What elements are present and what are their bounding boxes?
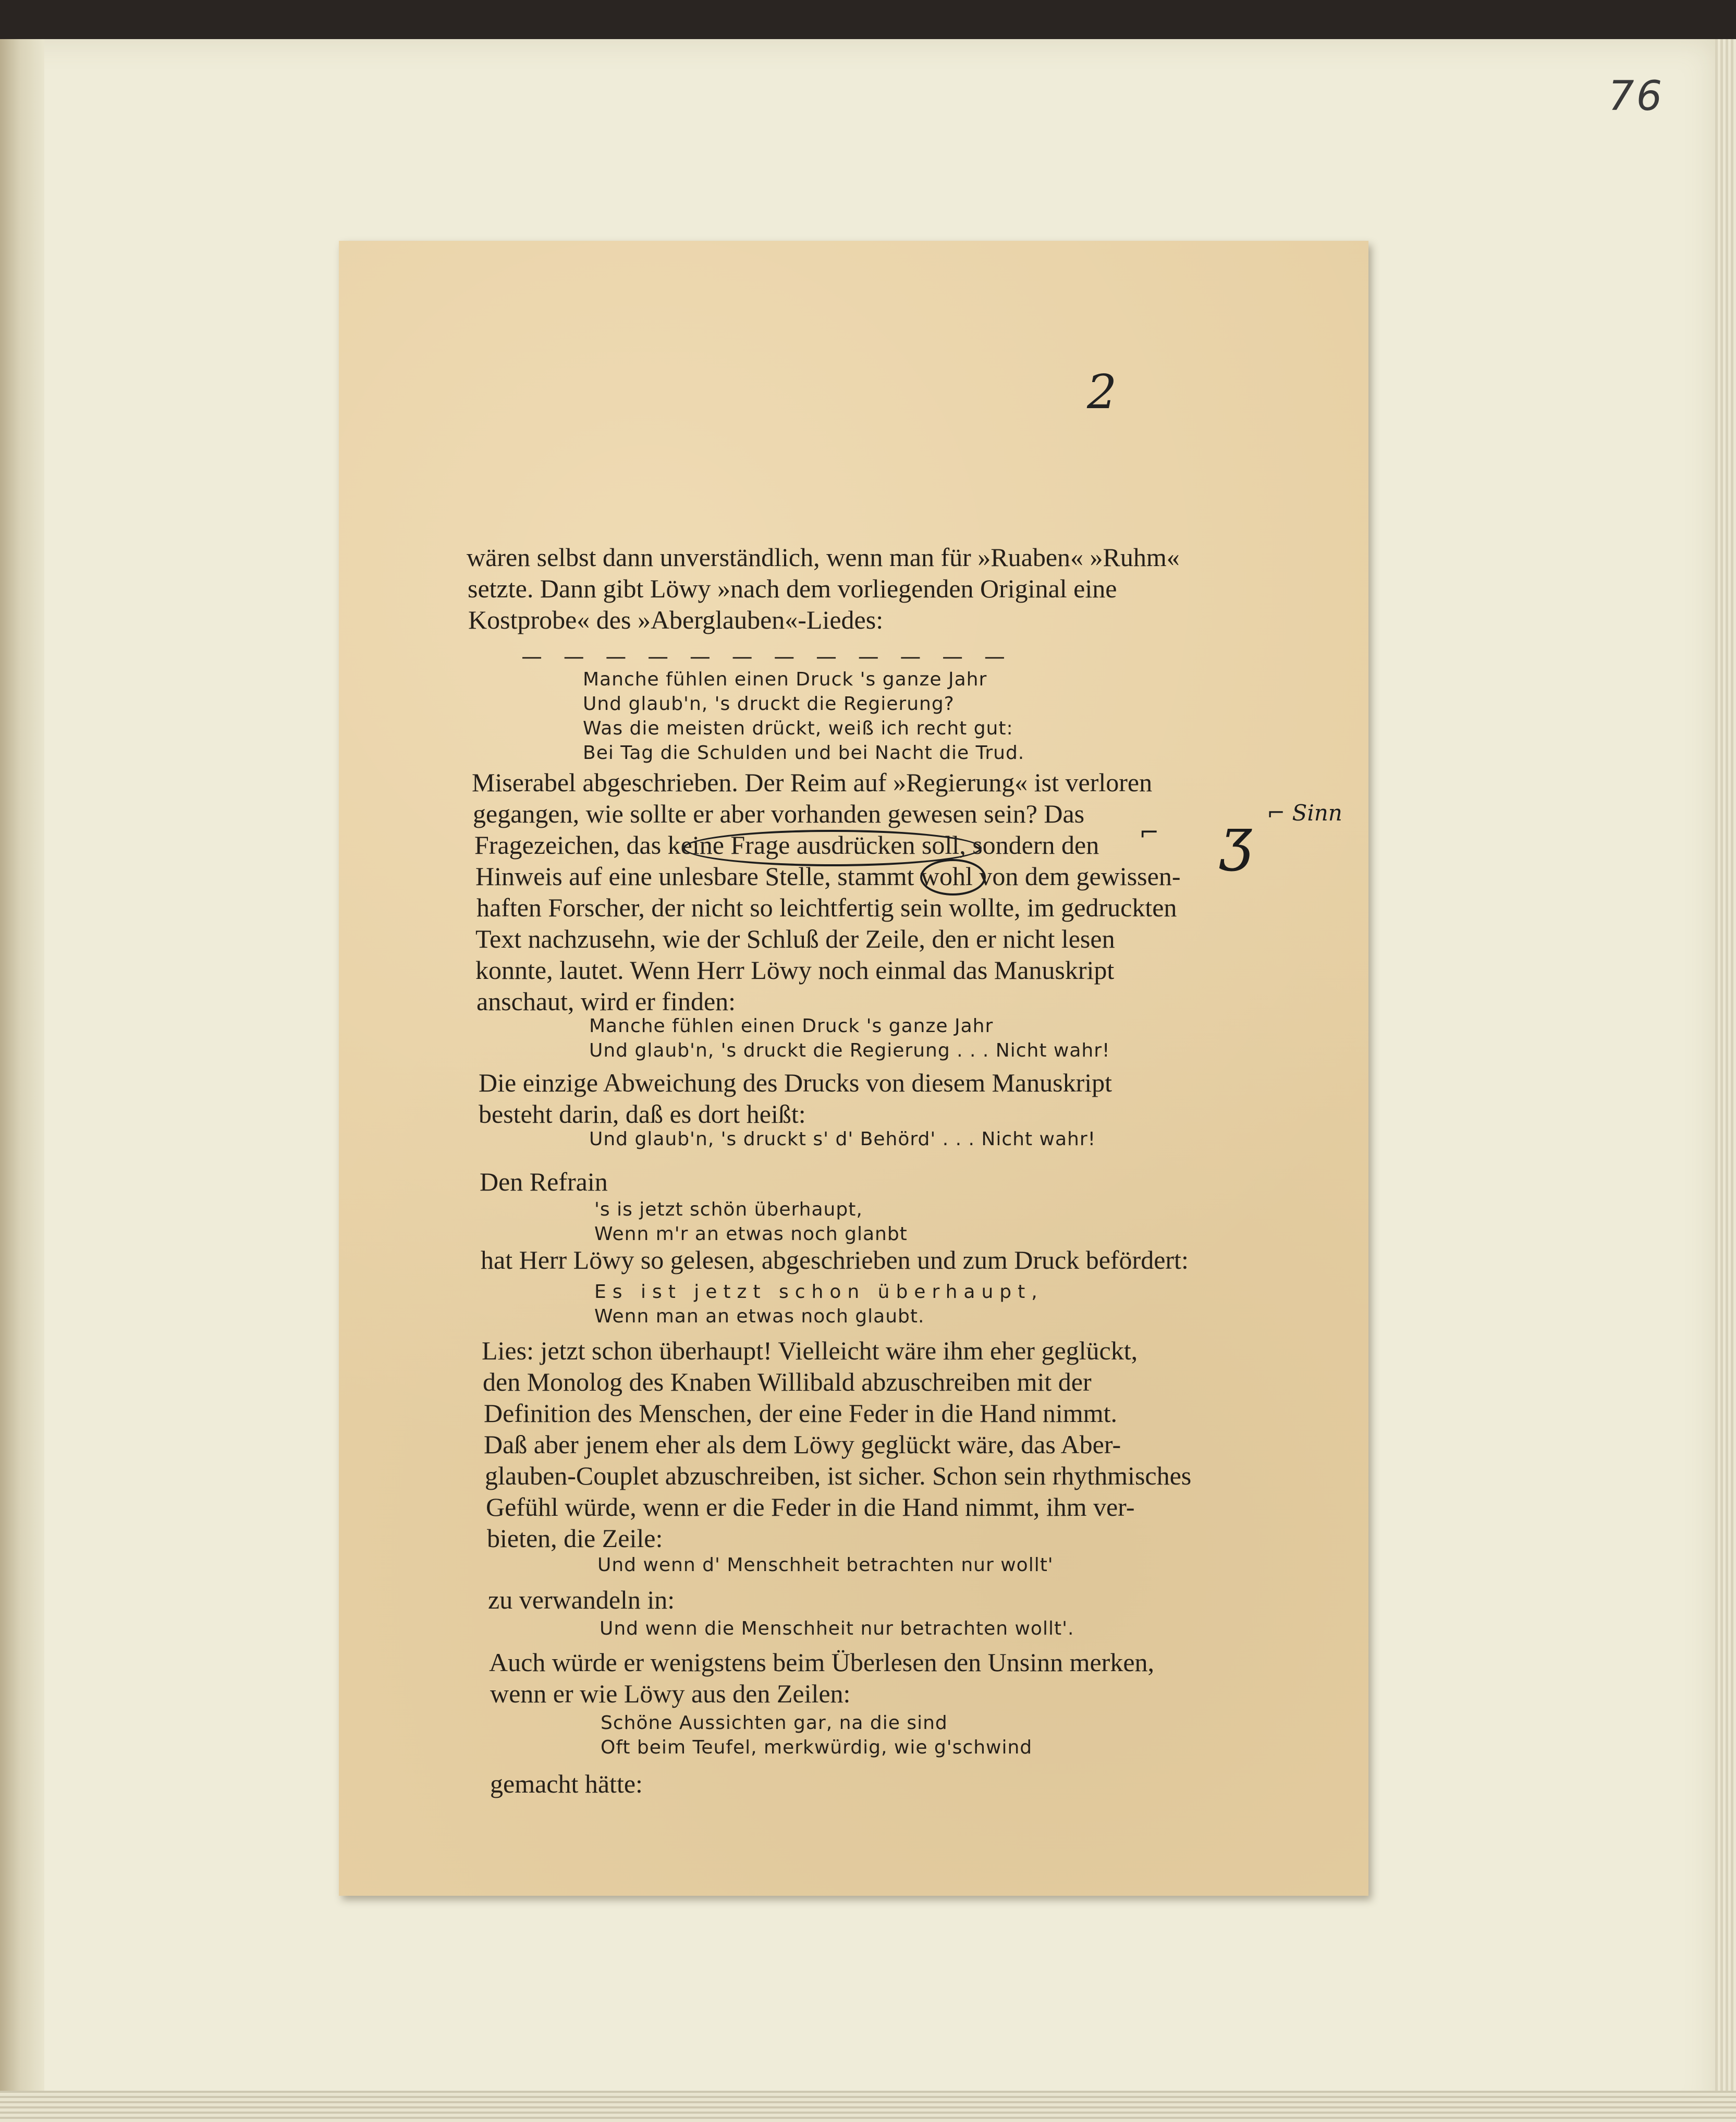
- text-line: Daß aber jenem eher als dem Löwy geglückt wäre, das Aber-: [484, 1430, 1121, 1459]
- verse-line: Und glaub'n, 's druckt s' d' Behörd' . . . Nicht wahr!: [589, 1129, 1096, 1150]
- verse-line: Manche fühlen einen Druck 's ganze Jahr: [583, 669, 987, 690]
- verse-line: Schöne Aussichten gar, na die sind: [601, 1712, 948, 1734]
- text-line: Miserabel abgeschrieben. Der Reim auf »Regierung« ist verloren: [472, 768, 1153, 797]
- text-line: zu verwandeln in:: [488, 1585, 675, 1614]
- text-line: Die einzige Abweichung des Drucks von diesem Manuskript: [479, 1068, 1112, 1097]
- margin-symbol: ʒ: [1220, 805, 1253, 872]
- page-stack-bottom: [0, 2091, 1736, 2122]
- verse-line: Und wenn d' Menschheit betrachten nur wollt': [597, 1554, 1054, 1576]
- text-line: besteht darin, daß es dort heißt:: [479, 1099, 806, 1129]
- verse-line: Oft beim Teufel, merkwürdig, wie g'schwind: [601, 1737, 1033, 1758]
- text-line: Gefühl würde, wenn er die Feder in die Hand nimmt, ihm ver-: [486, 1492, 1135, 1522]
- text-line: bieten, die Zeile:: [487, 1524, 663, 1553]
- insert-mark: ⌐: [1139, 818, 1159, 847]
- text-line: Definition des Menschen, der eine Feder in die Hand nimmt.: [484, 1399, 1117, 1428]
- text-line: anschaut, wird er finden:: [476, 987, 736, 1016]
- verse-line: Es ist jetzt schon überhaupt,: [594, 1281, 1044, 1303]
- text-line: gemacht hätte:: [490, 1769, 643, 1798]
- folio-number: 76: [1608, 73, 1665, 120]
- text-line: Kostprobe« des »Aberglauben«-Liedes:: [468, 605, 884, 634]
- text-line: Hinweis auf eine unlesbare Stelle, stammt wohl von dem gewissen-: [475, 862, 1181, 891]
- text-line: Text nachzusehn, wie der Schluß der Zeile, den er nicht lesen: [475, 924, 1115, 953]
- verse-line: Und glaub'n, 's druckt die Regierung . . . Nicht wahr!: [589, 1040, 1110, 1061]
- text-line: Auch würde er wenigstens beim Überlesen den Unsinn merken,: [489, 1648, 1155, 1677]
- verse-line: Bei Tag die Schulden und bei Nacht die Trud.: [583, 742, 1025, 764]
- text-line: Lies: jetzt schon überhaupt! Vielleicht wäre ihm eher geglückt,: [482, 1336, 1138, 1365]
- ink-circle: [920, 859, 986, 896]
- dash-row: — — — — — — — — — — — —: [521, 645, 1012, 669]
- text-line: wenn er wie Löwy aus den Zeilen:: [490, 1679, 851, 1708]
- text-line: glauben-Couplet abzuschreiben, ist sicher. Schon sein rhythmisches: [485, 1461, 1192, 1490]
- verse-line: Manche fühlen einen Druck 's ganze Jahr: [589, 1015, 994, 1037]
- text-line: haften Forscher, der nicht so leichtfertig sein wollte, im gedruckten: [476, 893, 1177, 922]
- verse-line: 's is jetzt schön überhaupt,: [594, 1199, 863, 1220]
- album-binding: [0, 39, 44, 2122]
- verse-line: Und wenn die Menschheit nur betrachten wollt'.: [600, 1618, 1074, 1639]
- margin-note: ⌐ Sinn: [1267, 800, 1342, 826]
- verse-line: Wenn man an etwas noch glaubt.: [594, 1306, 925, 1327]
- text-line: konnte, lautet. Wenn Herr Löwy noch einmal das Manuskript: [475, 955, 1115, 985]
- text-line: setzte. Dann gibt Löwy »nach dem vorliegenden Original eine: [468, 574, 1117, 603]
- text-line: hat Herr Löwy so gelesen, abgeschrieben und zum Druck befördert:: [481, 1245, 1189, 1274]
- text-line: gegangen, wie sollte er aber vorhanden gewesen sein? Das: [473, 799, 1085, 828]
- text-line: Den Refrain: [480, 1167, 608, 1196]
- verse-line: Und glaub'n, 's druckt die Regierung?: [583, 693, 955, 715]
- text-line: den Monolog des Knaben Willibald abzuschreiben mit der: [483, 1367, 1092, 1396]
- text-line: wären selbst dann unverständlich, wenn man für »Ruaben« »Ruhm«: [467, 543, 1180, 572]
- verse-line: Wenn m'r an etwas noch glanbt: [594, 1223, 908, 1245]
- verse-line: Was die meisten drückt, weiß ich recht gut:: [583, 718, 1013, 739]
- page-stack-edge: [1715, 39, 1736, 2122]
- text-line: Fragezeichen, das keine Frage ausdrücken soll, sondern den: [474, 830, 1099, 860]
- pencil-mark: 2: [1087, 365, 1117, 420]
